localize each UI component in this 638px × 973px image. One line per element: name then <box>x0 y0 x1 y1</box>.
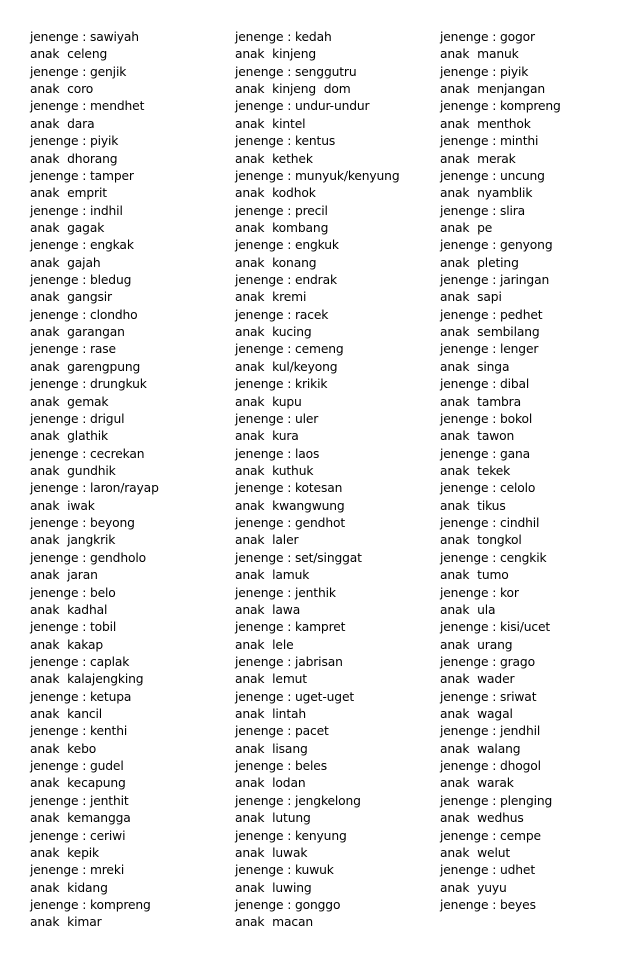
jenenge-line: jenenge : uget-uget <box>235 689 355 704</box>
anak-line: anak garangan <box>30 325 125 340</box>
jenenge-line: jenenge : clondho <box>30 307 138 322</box>
anak-line: anak gangsir <box>30 290 112 305</box>
anak-line: anak luwing <box>235 880 312 895</box>
anak-line: anak dhorang <box>30 151 118 166</box>
jenenge-line: jenenge : cecrekan <box>30 446 145 461</box>
anak-line: anak kuthuk <box>235 463 314 478</box>
anak-line: anak celeng <box>30 47 108 62</box>
anak-line: anak lele <box>235 637 294 652</box>
jenenge-line: jenenge : genyong <box>440 238 553 253</box>
jenenge-line: jenenge : ceriwi <box>30 828 126 843</box>
anak-line: anak kidang <box>30 880 108 895</box>
jenenge-line: jenenge : laos <box>235 446 320 461</box>
jenenge-line: jenenge : engkak <box>30 238 134 253</box>
jenenge-line: jenenge : pacet <box>235 724 329 739</box>
anak-line: anak menjangan <box>440 82 546 97</box>
jenenge-line: jenenge : kampret <box>235 620 346 635</box>
anak-line: anak kinjeng dom <box>235 82 351 97</box>
jenenge-line: jenenge : udhet <box>440 863 535 878</box>
jenenge-line: jenenge : kor <box>440 585 519 600</box>
jenenge-line: jenenge : plenging <box>440 793 553 808</box>
jenenge-line: jenenge : jabrisan <box>235 654 343 669</box>
anak-line: anak nyamblik <box>440 186 533 201</box>
jenenge-line: jenenge : ketupa <box>30 689 132 704</box>
anak-line: anak emprit <box>30 186 107 201</box>
jenenge-line: jenenge : cempe <box>440 828 541 843</box>
jenenge-line: jenenge : gendhot <box>235 516 346 531</box>
jenenge-line: jenenge : jaringan <box>440 273 550 288</box>
jenenge-line: jenenge : kompreng <box>440 99 561 114</box>
jenenge-line: jenenge : lenger <box>440 342 539 357</box>
jenenge-line: jenenge : jenthit <box>30 793 129 808</box>
jenenge-line: jenenge : kuwuk <box>235 863 334 878</box>
jenenge-line: jenenge : uler <box>235 411 319 426</box>
anak-line: anak lutung <box>235 811 311 826</box>
jenenge-line: jenenge : kompreng <box>30 897 151 912</box>
anak-line: anak yuyu <box>440 880 507 895</box>
jenenge-line: jenenge : sriwat <box>440 689 537 704</box>
anak-line: anak kimar <box>30 915 102 930</box>
jenenge-line: jenenge : undur-undur <box>235 99 370 114</box>
jenenge-line: jenenge : rase <box>30 342 116 357</box>
anak-line: anak lisang <box>235 741 308 756</box>
anak-line: anak kodhok <box>235 186 316 201</box>
jenenge-line: jenenge : cemeng <box>235 342 344 357</box>
anak-line: anak manuk <box>440 47 519 62</box>
jenenge-line: jenenge : gana <box>440 446 531 461</box>
jenenge-line: jenenge : krikik <box>235 377 328 392</box>
jenenge-line: jenenge : kotesan <box>235 481 343 496</box>
jenenge-line: jenenge : beyes <box>440 897 536 912</box>
jenenge-line: jenenge : kentus <box>235 134 336 149</box>
jenenge-line: jenenge : tamper <box>30 168 134 183</box>
jenenge-line: jenenge : drungkuk <box>30 377 147 392</box>
anak-line: anak kucing <box>235 325 312 340</box>
anak-line: anak tumo <box>440 568 509 583</box>
jenenge-line: jenenge : kenthi <box>30 724 128 739</box>
jenenge-line: jenenge : racek <box>235 307 329 322</box>
jenenge-line: jenenge : dhogol <box>440 759 541 774</box>
anak-line: anak sapi <box>440 290 502 305</box>
anak-line: anak kul/keyong <box>235 359 338 374</box>
jenenge-line: jenenge : engkuk <box>235 238 339 253</box>
jenenge-line: jenenge : laron/rayap <box>30 481 159 496</box>
jenenge-line: jenenge : sawiyah <box>30 30 139 44</box>
jenenge-line: jenenge : pedhet <box>440 307 543 322</box>
anak-line: anak lawa <box>235 602 301 617</box>
jenenge-line: jenenge : kedah <box>235 30 332 44</box>
anak-line: anak tongkol <box>440 533 522 548</box>
anak-line: anak coro <box>30 82 94 97</box>
word-column-1 <box>30 29 220 932</box>
anak-line: anak wagal <box>440 707 513 722</box>
jenenge-line: jenenge : gendholo <box>30 550 146 565</box>
anak-line: anak warak <box>440 776 514 791</box>
jenenge-line: jenenge : minthi <box>440 134 539 149</box>
anak-line: anak kancil <box>30 707 103 722</box>
anak-line: anak glathik <box>30 429 109 444</box>
jenenge-line: jenenge : piyik <box>440 64 529 79</box>
jenenge-line: jenenge : mendhet <box>30 99 145 114</box>
anak-line: anak luwak <box>235 845 308 860</box>
anak-line: anak walang <box>440 741 521 756</box>
jenenge-line: jenenge : kenyung <box>235 828 347 843</box>
anak-line: anak kecapung <box>30 776 126 791</box>
anak-line: anak gajah <box>30 255 101 270</box>
anak-line: anak kwangwung <box>235 498 345 513</box>
anak-line: anak pleting <box>440 255 519 270</box>
anak-line: anak kepik <box>30 845 99 860</box>
jenenge-line: jenenge : cindhil <box>440 516 540 531</box>
anak-line: anak macan <box>235 915 313 930</box>
anak-line: anak lamuk <box>235 568 310 583</box>
jenenge-line: jenenge : tobil <box>30 620 117 635</box>
word-column-3 <box>440 29 630 914</box>
anak-line: anak gagak <box>30 220 105 235</box>
anak-line: anak kalajengking <box>30 672 144 687</box>
jenenge-line: jenenge : jenthik <box>235 585 336 600</box>
anak-line: anak jaran <box>30 568 98 583</box>
anak-line: anak gundhik <box>30 463 116 478</box>
anak-line: anak lemut <box>235 672 307 687</box>
jenenge-line: jenenge : munyuk/kenyung <box>235 168 400 183</box>
jenenge-line: jenenge : gogor <box>440 30 535 44</box>
anak-line: anak ula <box>440 602 496 617</box>
jenenge-line: jenenge : gonggo <box>235 897 341 912</box>
anak-line: anak kethek <box>235 151 313 166</box>
jenenge-line: jenenge : jendhil <box>440 724 541 739</box>
jenenge-line: jenenge : jengkelong <box>235 793 361 808</box>
anak-line: anak tikus <box>440 498 506 513</box>
anak-line: anak kadhal <box>30 602 108 617</box>
anak-line: anak kebo <box>30 741 97 756</box>
jenenge-line: jenenge : dibal <box>440 377 530 392</box>
jenenge-line: jenenge : genjik <box>30 64 127 79</box>
anak-line: anak pe <box>440 220 493 235</box>
jenenge-line: jenenge : mreki <box>30 863 125 878</box>
anak-line: anak kura <box>235 429 299 444</box>
jenenge-line: jenenge : caplak <box>30 654 130 669</box>
jenenge-line: jenenge : uncung <box>440 168 545 183</box>
jenenge-line: jenenge : piyik <box>30 134 119 149</box>
anak-line: anak lintah <box>235 707 307 722</box>
anak-line: anak kombang <box>235 220 329 235</box>
anak-line: anak gemak <box>30 394 109 409</box>
anak-line: anak menthok <box>440 116 531 131</box>
anak-line: anak jangkrik <box>30 533 116 548</box>
word-column-2 <box>235 29 430 932</box>
anak-line: anak merak <box>440 151 516 166</box>
anak-line: anak kakap <box>30 637 104 652</box>
anak-line: anak tambra <box>440 394 521 409</box>
jenenge-line: jenenge : indhil <box>30 203 123 218</box>
jenenge-line: jenenge : celolo <box>440 481 536 496</box>
jenenge-line: jenenge : kisi/ucet <box>440 620 551 635</box>
jenenge-line: jenenge : endrak <box>235 273 337 288</box>
anak-line: anak kemangga <box>30 811 131 826</box>
jenenge-line: jenenge : belo <box>30 585 116 600</box>
jenenge-line: jenenge : senggutru <box>235 64 357 79</box>
jenenge-line: jenenge : set/singgat <box>235 550 362 565</box>
jenenge-line: jenenge : bledug <box>30 273 132 288</box>
anak-line: anak kintel <box>235 116 306 131</box>
anak-line: anak lodan <box>235 776 306 791</box>
jenenge-line: jenenge : slira <box>440 203 526 218</box>
anak-line: anak singa <box>440 359 510 374</box>
jenenge-line: jenenge : beyong <box>30 516 135 531</box>
anak-line: anak garengpung <box>30 359 141 374</box>
anak-line: anak dara <box>30 116 95 131</box>
jenenge-line: jenenge : cengkik <box>440 550 547 565</box>
anak-line: anak kinjeng <box>235 47 317 62</box>
anak-line: anak sembilang <box>440 325 540 340</box>
anak-line: anak iwak <box>30 498 95 513</box>
anak-line: anak konang <box>235 255 317 270</box>
jenenge-line: jenenge : drigul <box>30 411 125 426</box>
jenenge-line: jenenge : beles <box>235 759 327 774</box>
anak-line: anak kupu <box>235 394 302 409</box>
anak-line: anak laler <box>235 533 299 548</box>
anak-line: anak wedhus <box>440 811 524 826</box>
anak-line: anak wader <box>440 672 515 687</box>
anak-line: anak kremi <box>235 290 307 305</box>
jenenge-line: jenenge : grago <box>440 654 535 669</box>
jenenge-line: jenenge : bokol <box>440 411 533 426</box>
jenenge-line: jenenge : precil <box>235 203 328 218</box>
anak-line: anak tawon <box>440 429 515 444</box>
anak-line: anak tekek <box>440 463 511 478</box>
anak-line: anak urang <box>440 637 513 652</box>
anak-line: anak welut <box>440 845 511 860</box>
jenenge-line: jenenge : gudel <box>30 759 124 774</box>
